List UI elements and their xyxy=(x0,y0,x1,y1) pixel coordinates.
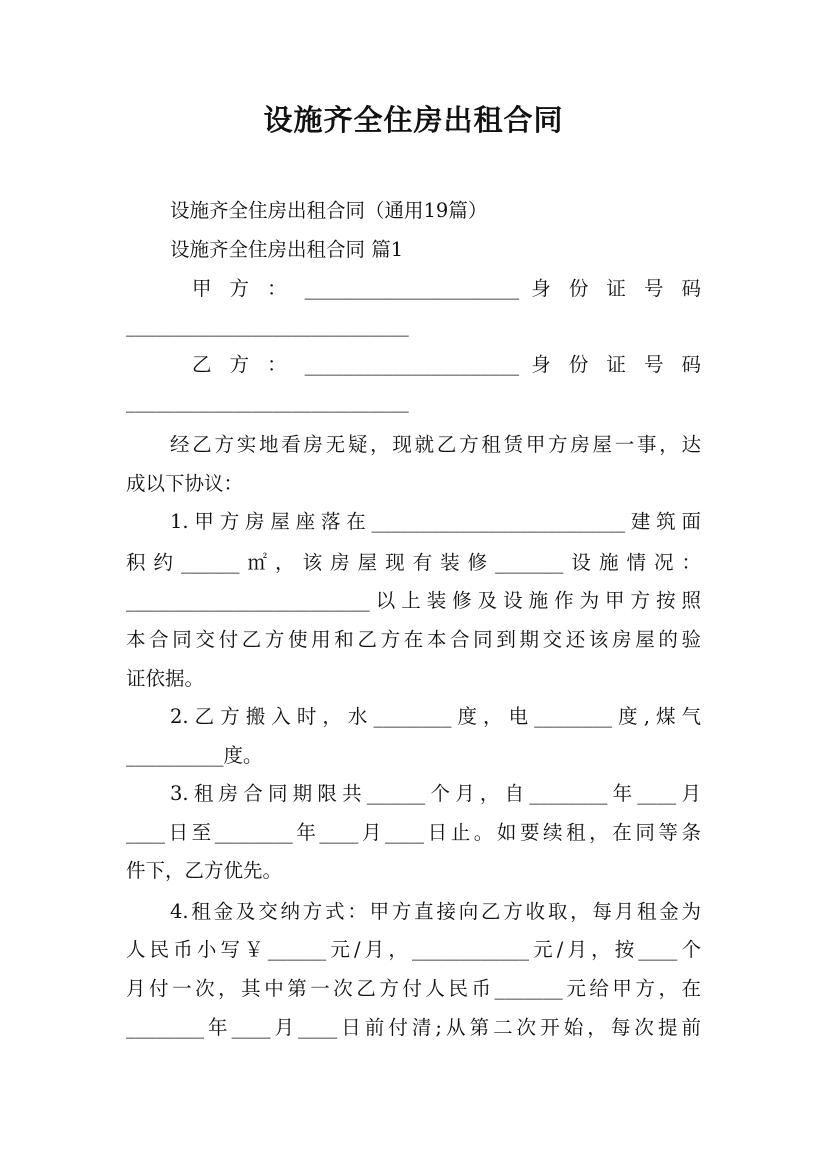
clause-line: ____日至________年____月____日止。如要续租，在同等条 xyxy=(126,821,701,844)
party-a-line: 甲 方 ： ______________________ 身 份 证 号 码 xyxy=(192,277,701,300)
clause-line: 月付一次，其中第一次乙方付人民币_______元给甲方，在 xyxy=(126,977,701,1000)
subtitle-line: 设施齐全住房出租合同（通用19篇） xyxy=(170,199,488,222)
document-title: 设施齐全住房出租合同 xyxy=(263,103,564,137)
clause-line: 人民币小写￥______元/月，____________元/月，按____个 xyxy=(126,938,701,961)
clause-line: 证依据。 xyxy=(126,667,205,690)
clause-line: 3.租房合同期限共______个月，自________年____月 xyxy=(170,782,701,805)
clause-line: 件下，乙方优先。 xyxy=(126,859,283,882)
section-heading: 设施齐全住房出租合同 篇1 xyxy=(170,238,404,261)
clause-line: 积约______㎡，该房屋现有装修_______设施情况： xyxy=(126,551,701,574)
clause-line: 2.乙方搬入时，水________度，电________度,煤气 xyxy=(170,705,701,728)
paragraph-line: 经乙方实地看房无疑，现就乙方租赁甲方房屋一事，达 xyxy=(170,433,701,456)
clause-line: 4.租金及交纳方式：甲方直接向乙方收取，每月租金为 xyxy=(170,900,701,923)
party-b-id-blank: _____________________________ xyxy=(126,390,409,413)
party-b-line: 乙 方 ： ______________________ 身 份 证 号 码 xyxy=(192,353,701,376)
party-a-id-blank: _____________________________ xyxy=(126,314,409,337)
clause-line: 本合同交付乙方使用和乙方在本合同到期交还该房屋的验 xyxy=(126,628,701,651)
clause-line: 1.甲方房屋座落在__________________________建筑面 xyxy=(170,510,701,533)
paragraph-line: 成以下协议： xyxy=(126,472,244,495)
clause-line: ________年____月____日前付清;从第二次开始，每次提前 xyxy=(126,1016,701,1039)
clause-line: __________度。 xyxy=(126,744,263,767)
clause-line: _________________________以上装修及设施作为甲方按照 xyxy=(126,589,701,612)
